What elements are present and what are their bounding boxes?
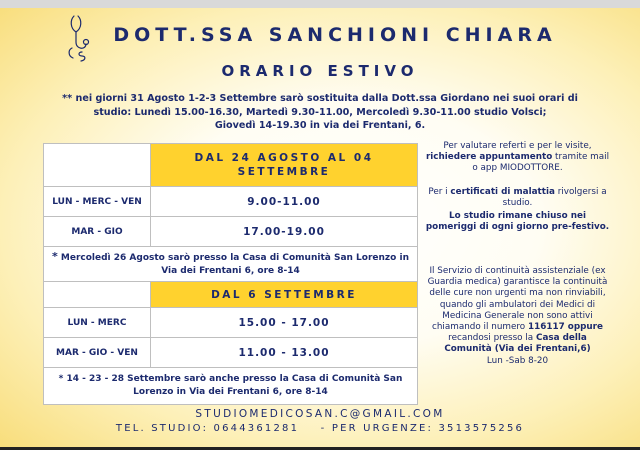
- note-asterisk: *: [52, 250, 58, 263]
- note-text: Mercoledì 26 Agosto sarò presso la Casa di Comunità San Lorenzo in Via dei Frentani 6, ore 8-14: [60, 253, 409, 276]
- period1-note: [43, 246, 418, 282]
- info-text: Lun -Sab 8-20: [486, 355, 549, 366]
- notice-line: Giovedì 14-19.30 in via dei Frentani, 6.: [214, 120, 426, 131]
- info-highlight: Lo studio rimane chiuso nei pomeriggi di ogni giorno pre-festivo.: [425, 211, 610, 233]
- info-highlight: richiedere appuntamento: [425, 152, 553, 163]
- period1-days: LUN - MERC - VEN: [43, 186, 151, 217]
- period2-header: DAL 6 SETTEMBRE: [150, 281, 418, 308]
- info-highlight: certificati di malattia: [450, 187, 555, 197]
- info-text: rivolgersi a studio.: [502, 187, 607, 209]
- top-edge-strip: [0, 0, 640, 8]
- phone-label: TEL. STUDIO:: [115, 423, 209, 434]
- notice-line: studio: Lunedì 15.00-16.30, Martedì 9.30-11.00, Mercoledì 9.30-11.00 studio Volsci;: [93, 106, 547, 118]
- closure-info: [425, 211, 610, 233]
- studio-phone[interactable]: 0644361281: [213, 423, 300, 434]
- substitution-notice: [40, 92, 600, 133]
- blank-corner-cell: [43, 281, 151, 308]
- page-title: DOTT.SSA SANCHIONI CHIARA: [113, 24, 557, 46]
- sick-certificate-info: [425, 187, 610, 209]
- urgent-label: - PER URGENZE:: [320, 423, 434, 434]
- info-highlight: 116117 oppure: [527, 322, 603, 333]
- period2-days: MAR - GIO - VEN: [43, 337, 151, 368]
- period1-hours: 9.00-11.00: [150, 186, 418, 217]
- period1-days: MAR - GIO: [43, 216, 151, 247]
- blank-corner-cell: [43, 143, 151, 187]
- continuity-service-info: [425, 266, 610, 367]
- notice-line: ** nei giorni 31 Agosto 1-2-3 Settembre sarò sostituita dalla Dott.ssa Giordano nei suoi orari di: [62, 93, 578, 104]
- phone-line: [0, 423, 640, 434]
- page-subtitle: ORARIO ESTIVO: [221, 62, 419, 80]
- urgent-phone[interactable]: 3513575256: [438, 423, 525, 434]
- appointment-info: [425, 141, 610, 175]
- period1-hours: 17.00-19.00: [150, 216, 418, 247]
- info-highlight: Casa della Comunità (Via dei Frentani,6): [444, 333, 591, 355]
- info-text: Il Servizio di continuità assistenziale (ex Guardia medica) garantisce la continuità delle cure non urgenti ma non rinviabili, quando gli ambulatori dei Medici di Medicina Generale non sono attivi chiamando il numero: [427, 266, 608, 333]
- info-text: tramite mail o app MIODOTTORE.: [472, 152, 610, 174]
- contact-email[interactable]: STUDIOMEDICOSAN.C@GMAIL.COM: [195, 408, 445, 420]
- period2-hours: 15.00 - 17.00: [150, 307, 418, 338]
- schedule-table: [43, 143, 418, 405]
- period2-hours: 11.00 - 13.00: [150, 337, 418, 368]
- period1-header: DAL 24 AGOSTO AL 04 SETTEMBRE: [150, 143, 418, 187]
- info-text: recandosi presso la: [448, 333, 536, 344]
- period2-note: * 14 - 23 - 28 Settembre sarò anche presso la Casa di Comunità San Lorenzo in Via dei Frentani 6, ore 8-14: [43, 367, 418, 405]
- info-text: Per i: [428, 187, 451, 197]
- info-text: Per valutare referti e per le visite,: [443, 141, 592, 151]
- period2-days: LUN - MERC: [43, 307, 151, 338]
